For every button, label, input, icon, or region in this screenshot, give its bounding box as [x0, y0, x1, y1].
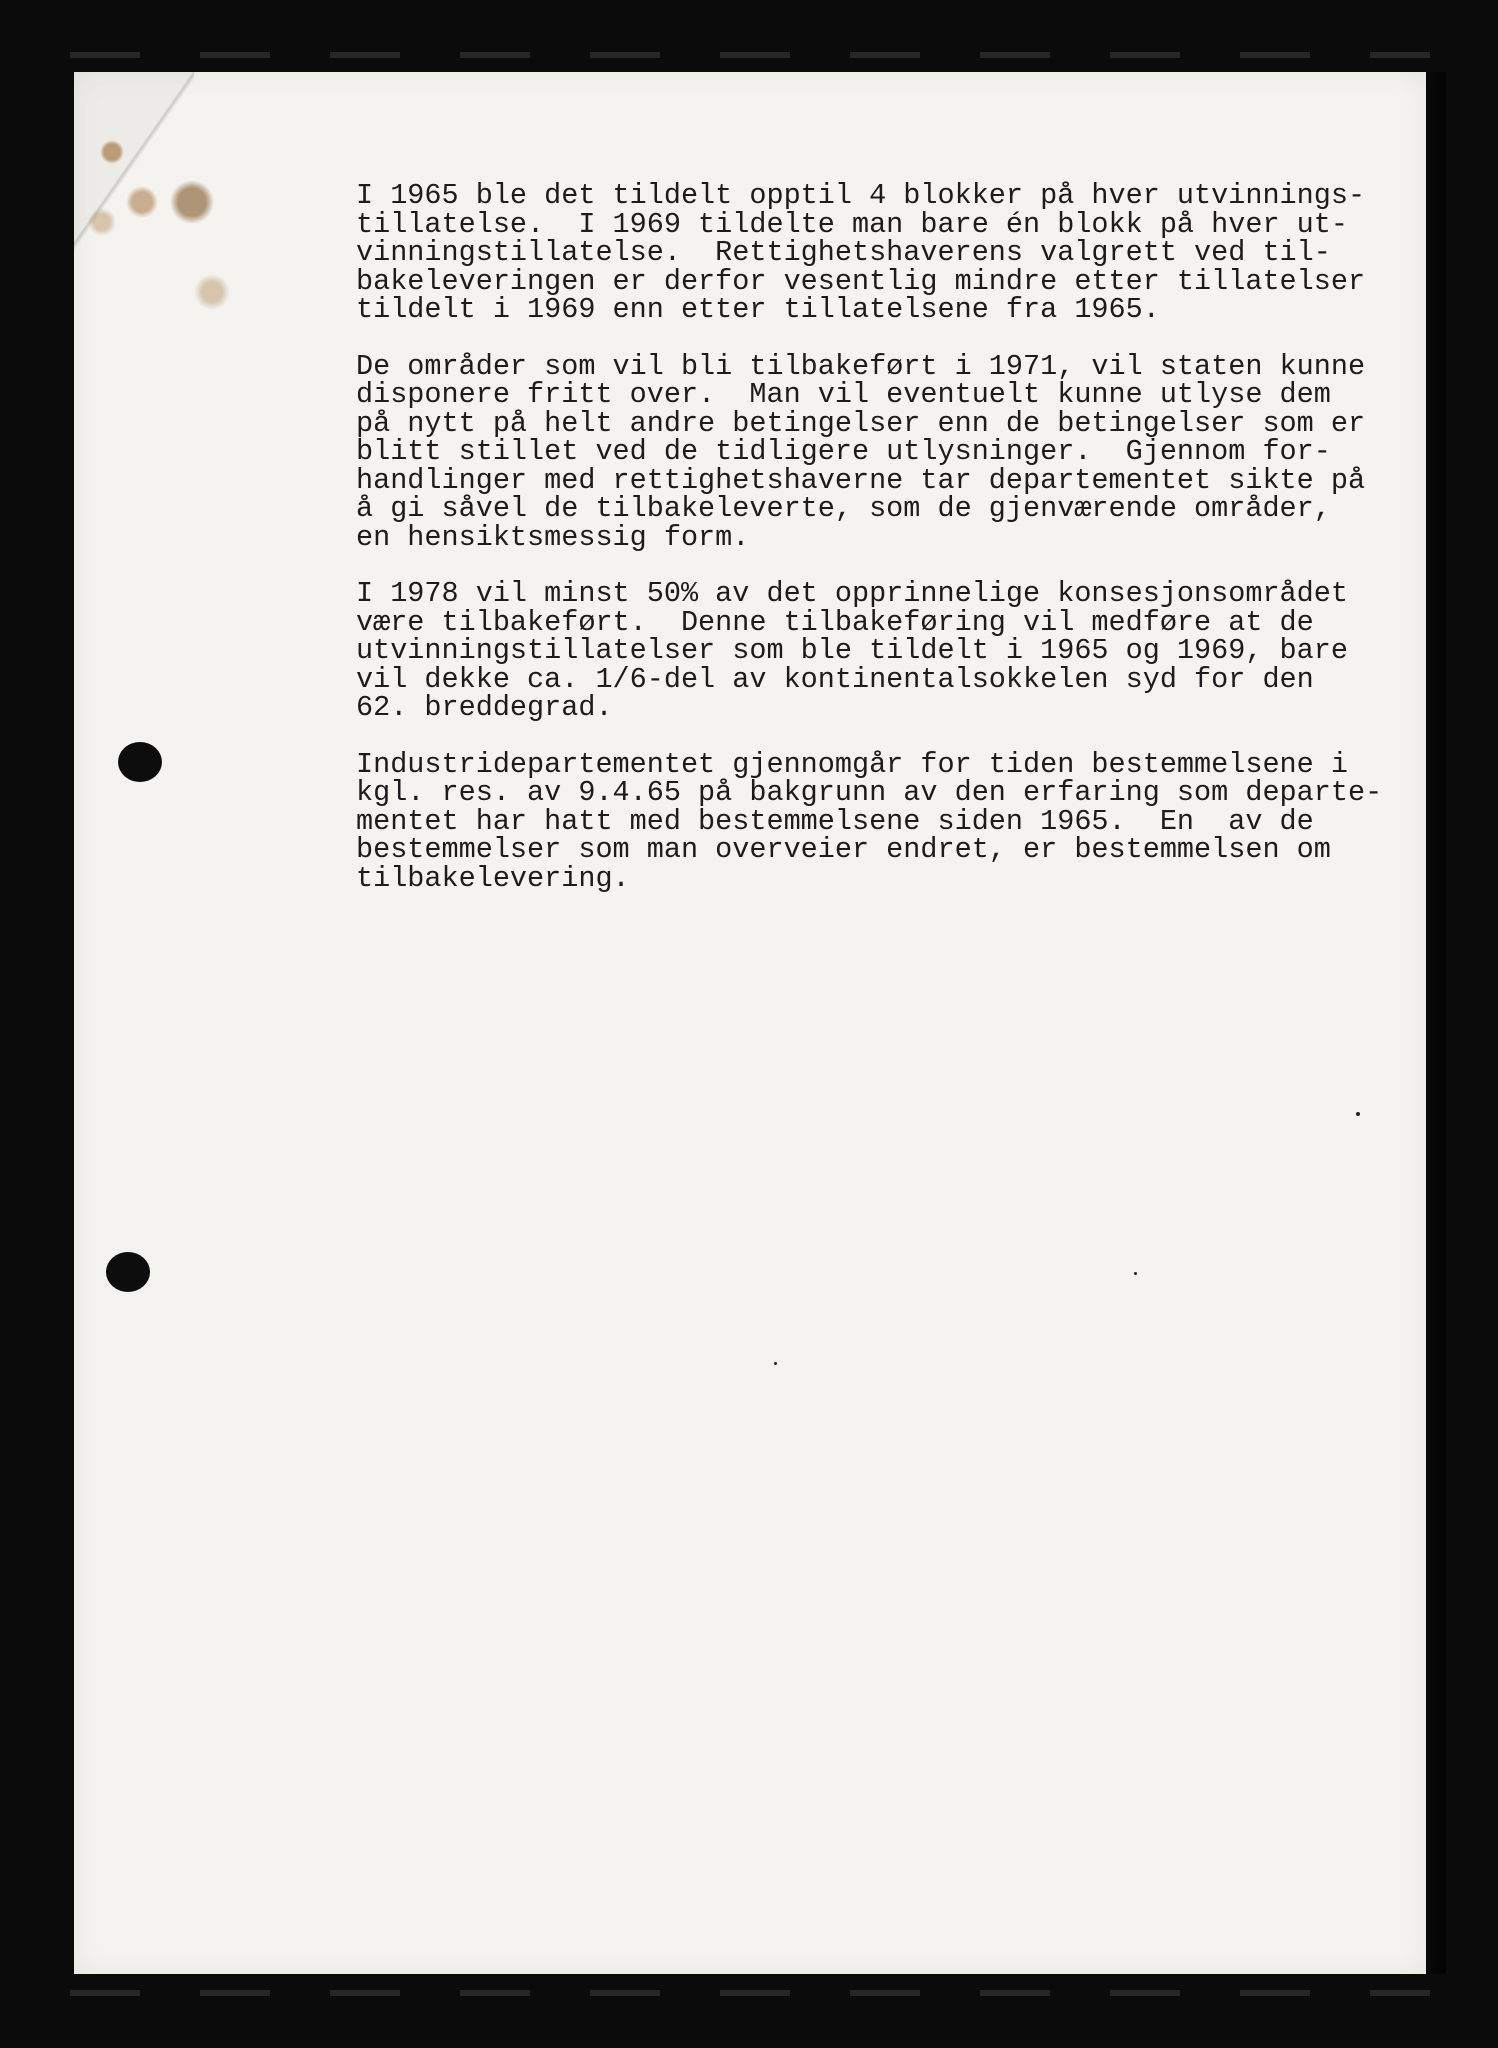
paragraph-3: [356, 577, 1416, 724]
text-line: å gi såvel de tilbakeleverte, som de gjenværende områder,: [356, 492, 1331, 525]
dust-speck: [1134, 1272, 1137, 1275]
document-page: [74, 72, 1426, 1974]
text-line: tillatelse. I 1969 tildelte man bare én blokk på hver ut-: [356, 207, 1348, 241]
punch-hole-icon: [106, 1252, 150, 1292]
rust-stain: [82, 112, 242, 322]
page-edge-shadow: [1426, 72, 1446, 1974]
text-line: 62. breddegrad.: [356, 691, 613, 724]
film-edge-top: [70, 52, 1430, 58]
text-line: tilbakelevering.: [356, 861, 630, 895]
typed-text-body: [356, 179, 1416, 921]
text-line: mentet har hatt med bestemmelsene siden 1965. En av de: [356, 804, 1314, 838]
text-line: vinningstillatelse. Rettighetshaverens valgrett ved til-: [356, 236, 1331, 269]
paragraph-2: [356, 349, 1416, 554]
text-line: bestemmelser som man overveier endret, er bestemmelsen om: [356, 833, 1331, 866]
text-line: tildelt i 1969 enn etter tillatelsene fra 1965.: [356, 293, 1160, 326]
paragraph-4: [356, 747, 1416, 895]
dust-speck: [774, 1362, 777, 1365]
paragraph-1: [356, 179, 1416, 326]
text-line: Industridepartementet gjennomgår for tiden bestemmelsene i: [356, 747, 1348, 781]
text-line: I 1978 vil minst 50% av det opprinnelige konsesjonsområdet: [356, 577, 1348, 610]
text-line: kgl. res. av 9.4.65 på bakgrunn av den erfaring som departe-: [356, 776, 1383, 809]
text-line: I 1965 ble det tildelt opptil 4 blokker på hver utvinnings-: [356, 179, 1366, 212]
text-line: disponere fritt over. Man vil eventuelt kunne utlyse dem: [356, 378, 1331, 411]
text-line: en hensiktsmessig form.: [356, 520, 750, 554]
text-line: blitt stillet ved de tidligere utlysninger. Gjennom for-: [356, 435, 1331, 468]
text-line: bakeleveringen er derfor vesentlig mindre etter tillatelser: [356, 264, 1366, 298]
dust-speck: [1356, 1112, 1360, 1116]
punch-hole-icon: [118, 742, 162, 782]
text-line: på nytt på helt andre betingelser enn de betingelser som er: [356, 406, 1366, 440]
film-edge-bottom: [70, 1990, 1430, 1996]
text-line: handlinger med rettighetshaverne tar departementet sikte på: [356, 463, 1366, 497]
text-line: De områder som vil bli tilbakeført i 1971, vil staten kunne: [356, 349, 1366, 383]
text-line: være tilbakeført. Denne tilbakeføring vil medføre at de: [356, 605, 1314, 639]
text-line: vil dekke ca. 1/6-del av kontinentalsokkelen syd for den: [356, 662, 1314, 696]
text-line: utvinningstillatelser som ble tildelt i 1965 og 1969, bare: [356, 634, 1348, 667]
